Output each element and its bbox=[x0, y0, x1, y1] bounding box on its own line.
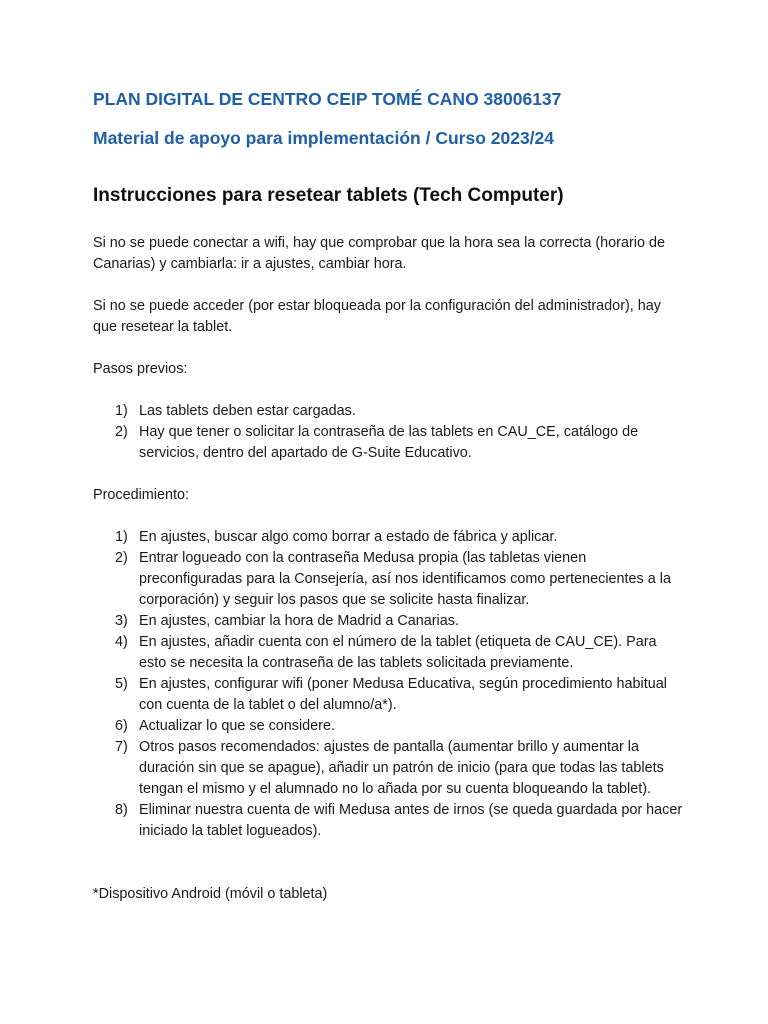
list-item bbox=[93, 737, 683, 800]
list-item-number: 1) bbox=[115, 403, 128, 419]
list-item-number: 8) bbox=[115, 802, 128, 818]
list-item-text: En ajustes, configurar wifi (poner Medusa Educativa, según procedimiento habitual con cuenta de la tablet o del alumno/a*). bbox=[139, 676, 667, 713]
list-item-text: En ajustes, añadir cuenta con el número de la tablet (etiqueta de CAU_CE). Para esto se necesita la contraseña de las tablets solicitada previamente. bbox=[139, 634, 657, 671]
list-item bbox=[93, 611, 683, 632]
list-item bbox=[93, 422, 683, 464]
list-item-number: 2) bbox=[115, 550, 128, 566]
document-header-material: Material de apoyo para implementación / Curso 2023/24 bbox=[93, 128, 554, 148]
document-page bbox=[93, 88, 683, 905]
document-header-plan: PLAN DIGITAL DE CENTRO CEIP TOMÉ CANO 38006137 bbox=[93, 89, 562, 109]
list-item bbox=[93, 401, 683, 422]
page-title: Instrucciones para resetear tablets (Tech Computer) bbox=[93, 185, 564, 206]
list-item-text: Hay que tener o solicitar la contraseña de las tablets en CAU_CE, catálogo de servicios, dentro del apartado de G-Suite Educativo. bbox=[139, 424, 639, 461]
footnote: *Dispositivo Android (móvil o tableta) bbox=[93, 886, 328, 902]
list-item bbox=[93, 632, 683, 674]
list-item-number: 6) bbox=[115, 718, 128, 734]
list-item bbox=[93, 716, 683, 737]
list-item-number: 3) bbox=[115, 613, 128, 629]
paragraph-wifi: Si no se puede conectar a wifi, hay que comprobar que la hora sea la correcta (horario de Canarias) y cambiarla: ir a ajustes, cambiar hora. bbox=[93, 235, 665, 272]
list-item-number: 7) bbox=[115, 739, 128, 755]
prev-steps-label: Pasos previos: bbox=[93, 361, 188, 377]
procedure-list bbox=[93, 527, 683, 842]
list-item-text: Otros pasos recomendados: ajustes de pantalla (aumentar brillo y aumentar la duración sin que se apague), añadir un patrón de inicio (para que todas las tablets tengan el mismo y el alumnado no lo añada por su cuenta bloqueando la tablet). bbox=[139, 739, 664, 797]
list-item-number: 2) bbox=[115, 424, 128, 440]
list-item-number: 1) bbox=[115, 529, 128, 545]
list-item bbox=[93, 674, 683, 716]
list-item-text: Eliminar nuestra cuenta de wifi Medusa antes de irnos (se queda guardada por hacer iniciado la tablet logueados). bbox=[139, 802, 683, 839]
list-item bbox=[93, 527, 683, 548]
list-item-number: 5) bbox=[115, 676, 128, 692]
list-item-text: En ajustes, buscar algo como borrar a estado de fábrica y aplicar. bbox=[139, 529, 558, 545]
paragraph-access: Si no se puede acceder (por estar bloqueada por la configuración del administrador), hay que resetear la tablet. bbox=[93, 298, 661, 335]
list-item bbox=[93, 548, 683, 611]
list-item-text: Las tablets deben estar cargadas. bbox=[139, 403, 356, 419]
prev-steps-list bbox=[93, 401, 683, 464]
list-item-text: En ajustes, cambiar la hora de Madrid a Canarias. bbox=[139, 613, 459, 629]
list-item-number: 4) bbox=[115, 634, 128, 650]
procedure-label: Procedimiento: bbox=[93, 487, 189, 503]
list-item bbox=[93, 800, 683, 842]
list-item-text: Entrar logueado con la contraseña Medusa propia (las tabletas vienen preconfiguradas para la Consejería, así nos identificamos como pertenecientes a la corporación) y seguir los pasos que se solicite hasta finalizar. bbox=[139, 550, 671, 608]
list-item-text: Actualizar lo que se considere. bbox=[139, 718, 335, 734]
